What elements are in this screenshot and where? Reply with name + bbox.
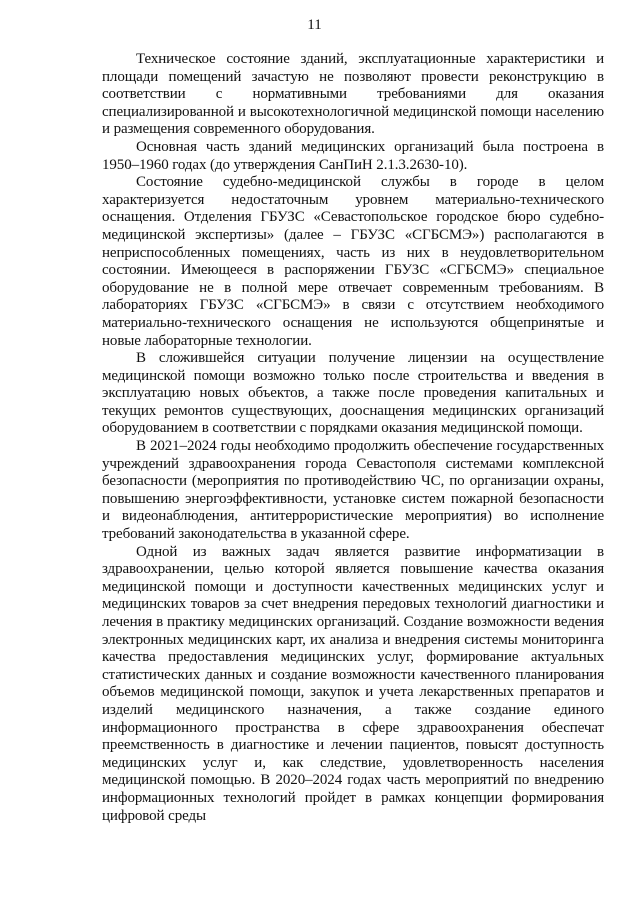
paragraph-construction-period: Основная часть зданий медицинских организаций была построена в 1950–1960 годах (до утверждения СанПиН 2.1.3.2630-10). [102, 138, 604, 173]
paragraph-licensing: В сложившейся ситуации получение лицензии на осуществление медицинской помощи возможно только после строительства и введения в эксплуатацию новых объектов, а также после проведения капитальных и текущих ремонтов существующих, дооснащения медицинских организаций оборудованием в соответствии с порядками оказания медицинской помощи. [102, 350, 604, 437]
paragraph-building-condition: Техническое состояние зданий, эксплуатационные характеристики и площади помещений зачастую не позволяют провести реконструкцию в соответствии с нормативными требованиями для оказания специализированной и высокотехнологичной медицинской помощи населению и размещения современного оборудования. [102, 51, 604, 138]
document-body [102, 51, 604, 825]
paragraph-forensic-service: Состояние судебно-медицинской службы в городе в целом характеризуется недостаточным уровнем материально-технического оснащения. Отделения ГБУЗС «Севастопольское городское бюро судебно-медицинской экспертизы» (далее – ГБУЗС «СГБСМЭ») располагаются в неприспособленных помещениях, часть из них в неудовлетворительном состоянии. Имеющееся в распоряжении ГБУЗС «СГБСМЭ» специальное оборудование не в полной мере отвечает современным требованиям. В лабораториях ГБУЗС «СГБСМЭ» в связи с отсутствием необходимого материально-технического оснащения не используются общепринятые и новые лабораторные технологии. [102, 174, 604, 349]
paragraph-security-systems: В 2021–2024 годы необходимо продолжить обеспечение государственных учреждений здравоохранения города Севастополя системами комплексной безопасности (мероприятия по противодействию ЧС, по организации охраны, повышению энергоэффективности, установке систем пожарной безопасности и видеонаблюдения, антитеррористические мероприятия) во исполнение требований законодательства в указанной сфере. [102, 438, 604, 543]
page-number: 11 [307, 17, 322, 33]
paragraph-informatization: Одной из важных задач является развитие информатизации в здравоохранении, целью которой является повышение качества оказания медицинской помощи и доступности качественных медицинских услуг и медицинских товаров за счет внедрения передовых технологий диагностики и лечения в практику медицинских организаций. Создание возможности ведения электронных медицинских карт, их анализа и внедрения системы мониторинга качества предоставления медицинских услуг, формирование актуальных статистических данных и создание возможности качественного планирования объемов медицинской помощи, закупок и учета лекарственных препаратов и изделий медицинского назначения, а также создание единого информационного пространства в сфере здравоохранения обеспечат преемственность в диагностике и лечении пациентов, повысят доступность медицинских услуг и, как следствие, удовлетворенность населения медицинской помощью. В 2020–2024 годах часть мероприятий по внедрению информационных технологий пройдет в рамках концепции формирования цифровой среды [102, 543, 604, 824]
